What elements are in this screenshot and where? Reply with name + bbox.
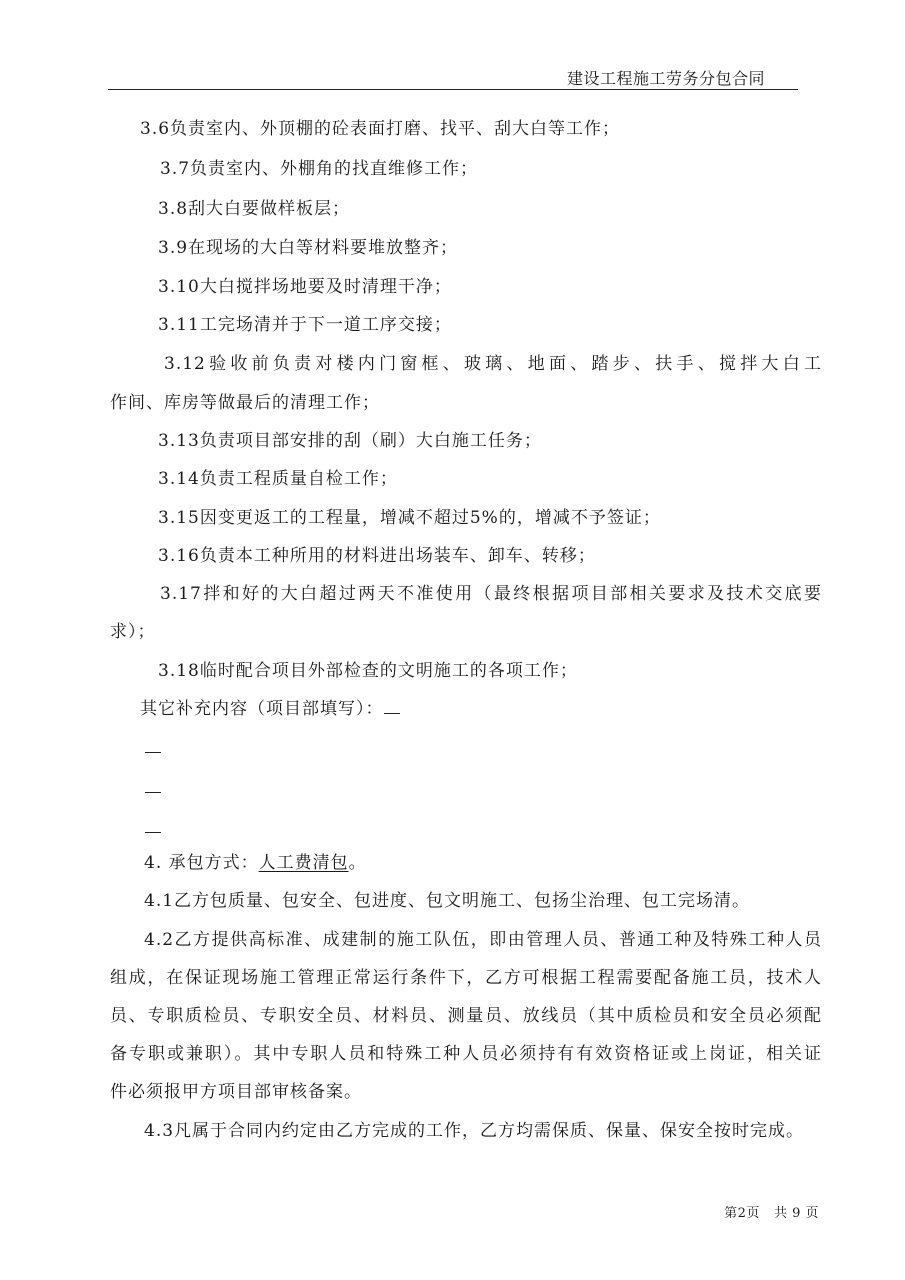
clause-3-16: 3.16负责本工种所用的材料进出场装车、卸车、转移； <box>158 546 596 566</box>
fill-blank[interactable] <box>384 701 400 714</box>
section-4 <box>144 848 367 873</box>
clause-3-8: 3.8刮大白要做样板层； <box>158 199 351 219</box>
clause-3-13: 3.13负责项目部安排的刮（刷）大白施工任务； <box>158 431 542 451</box>
clause-3-12-line1: 3.12验收前负责对楼内门窗框、玻璃、地面、踏步、扶手、搅拌大白工 <box>164 354 822 374</box>
clause-4-2-line1: 4.2乙方提供高标准、成建制的施工队伍，即由管理人员、普通工种及特殊工种人员 <box>144 930 822 950</box>
clause-3-17-line2: 求）； <box>110 622 156 642</box>
clause-4-2-line5: 件必须报甲方项目部审核备案。 <box>110 1082 362 1102</box>
blank-line-1[interactable] <box>145 738 161 758</box>
clause-3-14: 3.14负责工程质量自检工作； <box>158 469 398 489</box>
clause-3-7: 3.7负责室内、外棚角的找直维修工作； <box>160 159 479 179</box>
clause-4-2-line3: 员、专职质检员、专职安全员、材料员、测量员、放线员（其中质检员和安全员必须配 <box>110 1006 822 1026</box>
clause-4-1: 4.1乙方包质量、包安全、包进度、包文明施工、包扬尘治理、包工完场清。 <box>144 891 751 911</box>
header-title: 建设工程施工劳务分包合同 <box>566 69 765 88</box>
section-4-suffix: 。 <box>348 853 367 873</box>
blank-line-2[interactable] <box>145 778 161 798</box>
page-footer <box>724 1202 819 1221</box>
clause-3-17-line1: 3.17拌和好的大白超过两天不准使用（最终根据项目部相关要求及技术交底要 <box>160 584 822 604</box>
clause-3-15: 3.15因变更返工的工程量，增减不超过5%的，增减不予签证； <box>158 508 661 528</box>
clause-3-18: 3.18临时配合项目外部检查的文明施工的各项工作； <box>158 661 578 681</box>
page-number: 第2页 <box>724 1206 760 1221</box>
clause-4-3: 4.3凡属于合同内约定由乙方完成的工作，乙方均需保质、保量、保安全按时完成。 <box>144 1121 805 1141</box>
clause-4-2-line2: 组成，在保证现场施工管理正常运行条件下，乙方可根据工程需要配备施工员，技术人 <box>110 968 822 988</box>
section-4-label: 4. 承包方式： <box>144 853 259 873</box>
clause-3-10: 3.10大白搅拌场地要及时清理干净； <box>158 277 452 297</box>
other-supplement <box>140 694 400 719</box>
other-supplement-label: 其它补充内容（项目部填写）： <box>140 699 384 719</box>
header-rule <box>108 89 798 90</box>
clause-3-12-line2: 作间、库房等做最后的清理工作； <box>110 393 380 413</box>
contract-mode-value: 人工费清包 <box>258 853 349 873</box>
clause-3-9: 3.9在现场的大白等材料要堆放整齐； <box>158 238 459 258</box>
blank-line-3[interactable] <box>145 818 161 838</box>
clause-3-6: 3.6负责室内、外顶棚的砼表面打磨、找平、刮大白等工作； <box>140 119 621 139</box>
clause-4-2-line4: 备专职或兼职）。其中专职人员和特殊工种人员必须持有有效资格证或上岗证，相关证 <box>110 1044 822 1064</box>
clause-3-11: 3.11工完场清并于下一道工序交接； <box>158 315 452 335</box>
page-total: 共 9 页 <box>773 1206 819 1221</box>
